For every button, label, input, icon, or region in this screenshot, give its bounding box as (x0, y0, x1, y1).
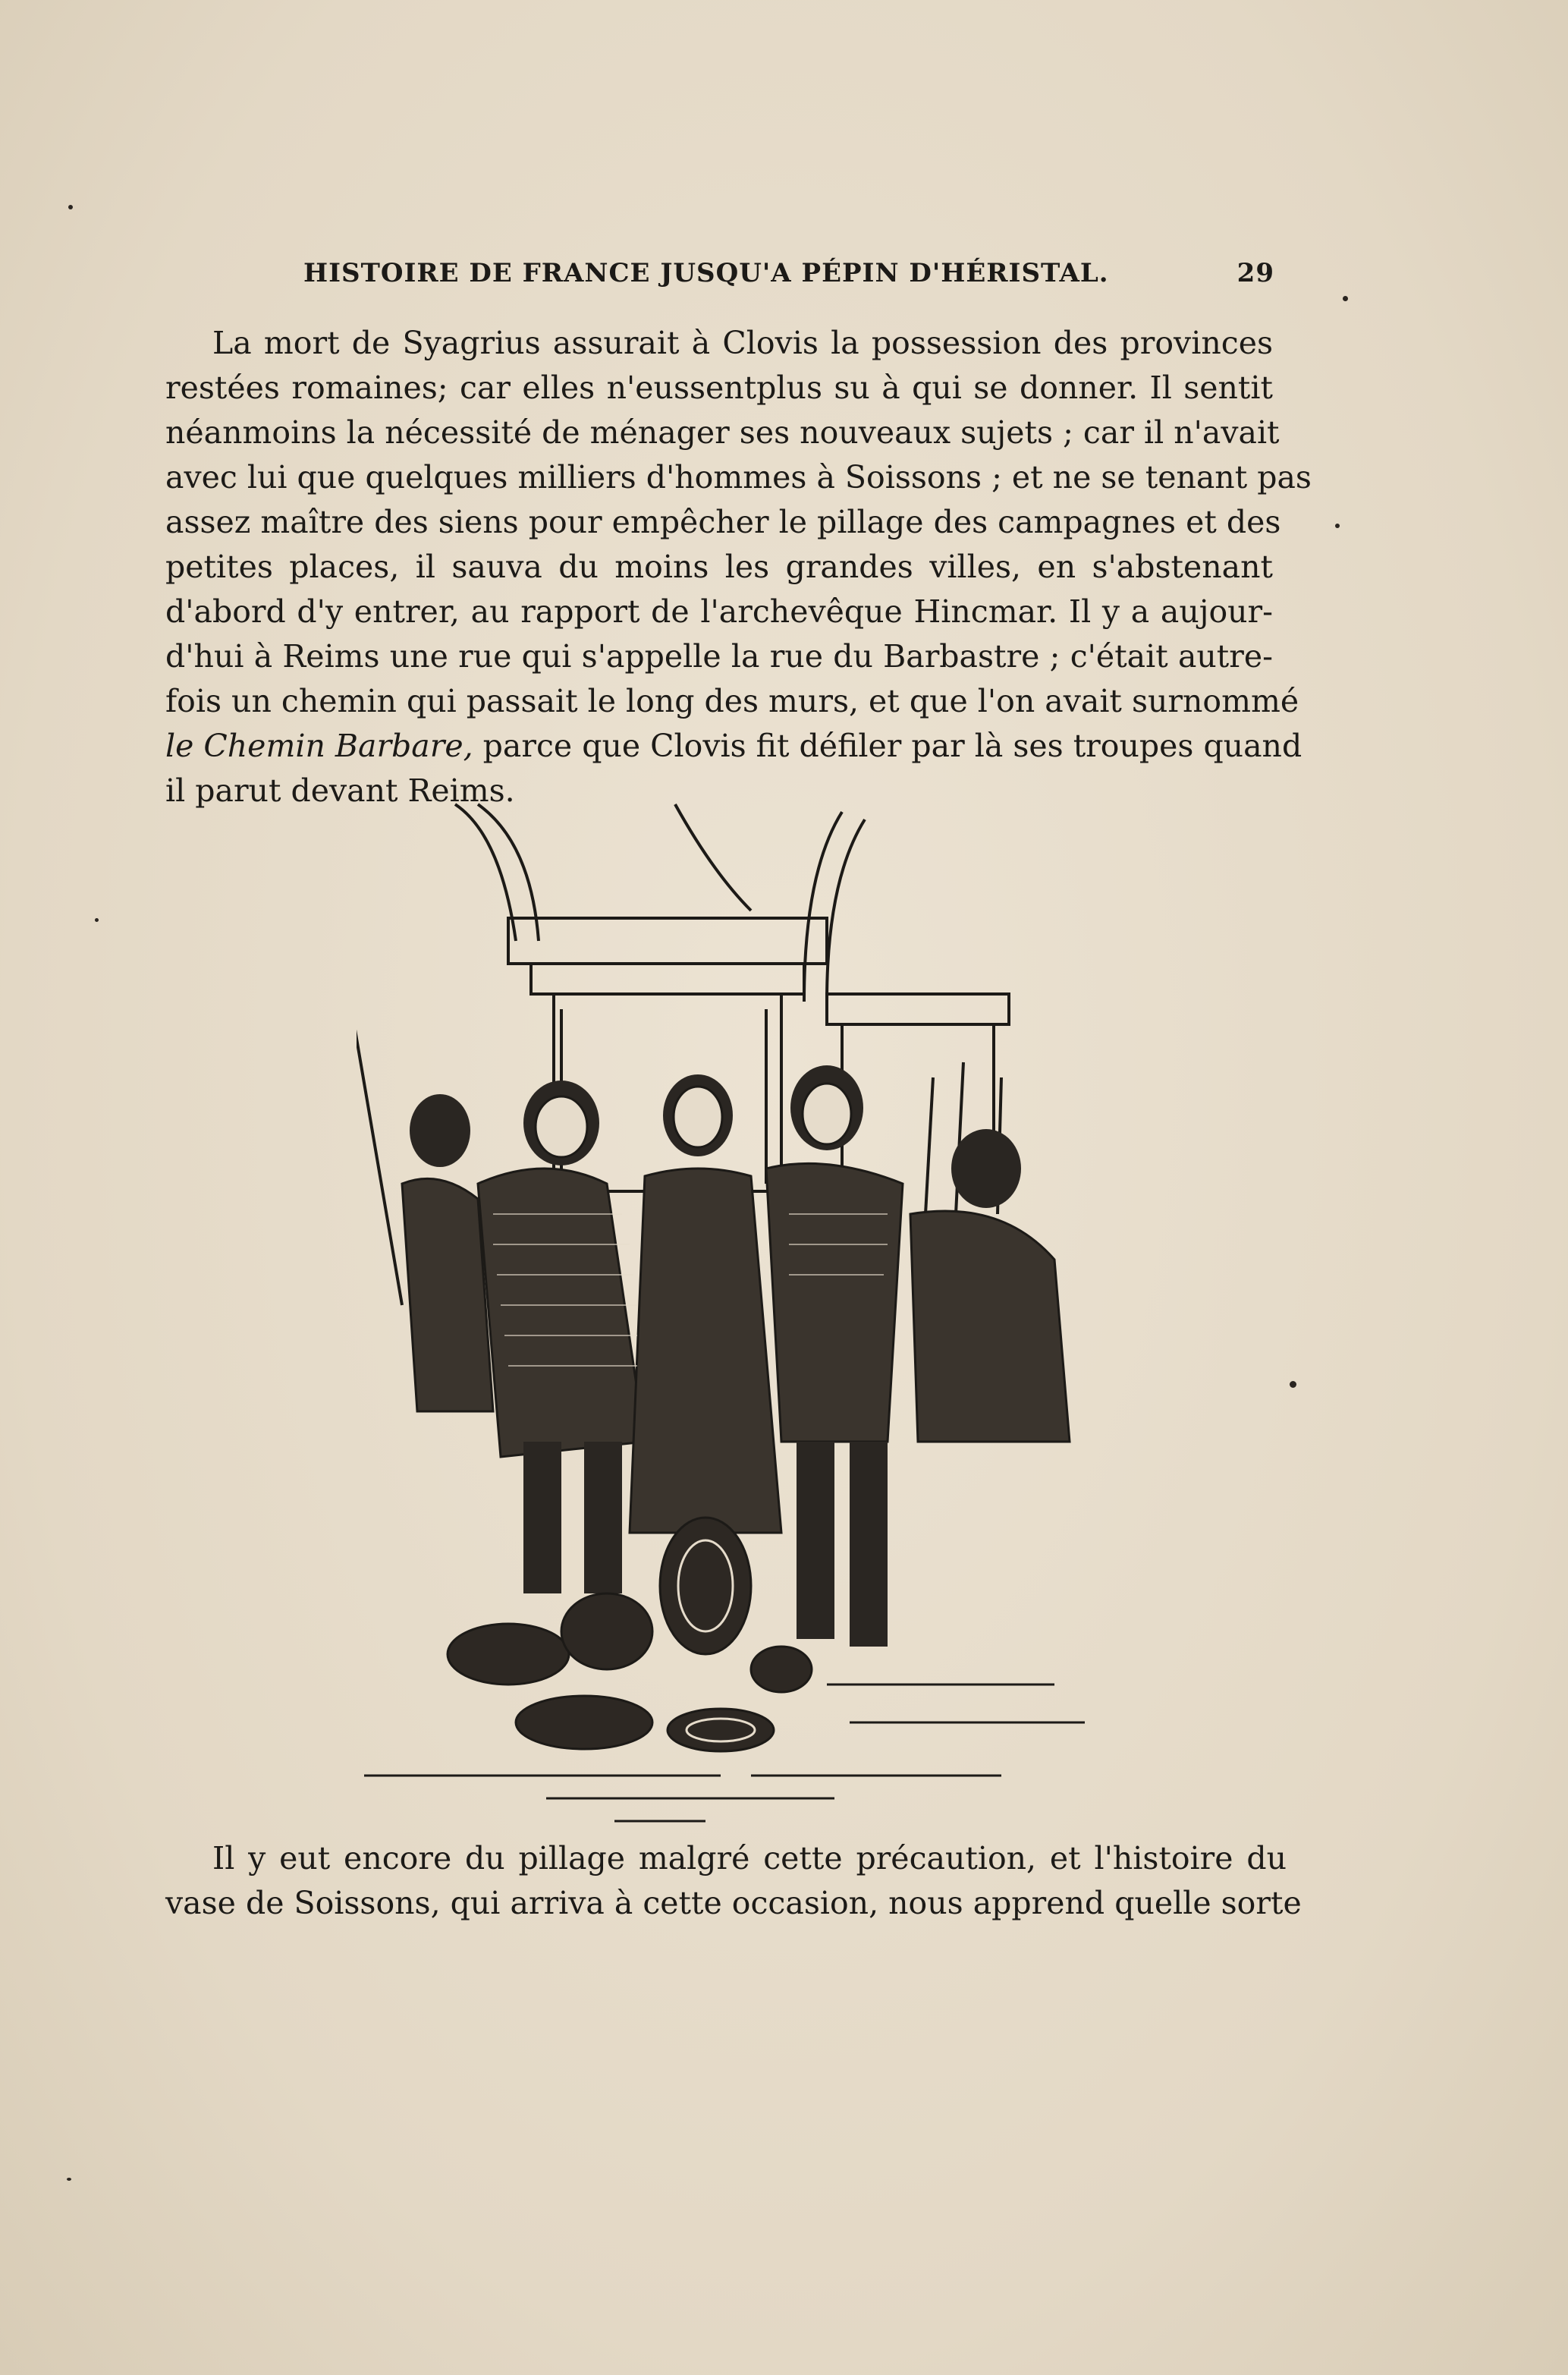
running-head (303, 258, 1274, 296)
text-line: assez maître des siens pour empêcher le pillage des campagnes et des (165, 504, 1281, 540)
paper-speck (67, 2178, 71, 2181)
paragraph-2 (165, 1836, 1302, 1926)
text-line: Il y eut encore du pillage malgré cette précaution, et l'histoire du (212, 1840, 1287, 1876)
text-line: restées romaines; car elles n'eussentplus su à qui se donner. Il sentit (165, 370, 1273, 406)
text-line: fois un chemin qui passait le long des murs, et que l'on avait surnommé (165, 683, 1299, 719)
paper-speck (1290, 1381, 1296, 1388)
text-line: avec lui que quelques milliers d'hommes à Soissons ; et ne se tenant pas (165, 459, 1312, 495)
text-line: d'hui à Reims une rue qui s'appelle la rue du Barbastre ; c'était autre- (165, 638, 1273, 675)
text-line: petites places, il sauva du moins les grandes villes, en s'abstenant (165, 549, 1273, 585)
paper-speck (95, 918, 99, 922)
text-line: vase de Soissons, qui arriva à cette occasion, nous apprend quelle sorte (165, 1885, 1302, 1921)
paper-speck (68, 205, 73, 209)
text-line: La mort de Syagrius assurait à Clovis la possession des provinces (212, 325, 1273, 361)
paper-speck (1335, 524, 1340, 528)
page-number: 29 (1236, 258, 1274, 288)
text-line: d'abord d'y entrer, au rapport de l'archevêque Hincmar. Il y a aujour- (165, 593, 1273, 630)
paragraph-1 (165, 321, 1312, 813)
text-line: le Chemin Barbare, parce que Clovis fit défiler par là ses troupes quand (165, 728, 1302, 764)
text-line: il parut devant Reims. (165, 772, 515, 809)
running-title: HISTOIRE DE FRANCE JUSQU'A PÉPIN D'HÉRISTAL. (303, 258, 1109, 288)
italic-street-name: le Chemin Barbare, (165, 728, 473, 764)
engraving-illustration (357, 789, 1115, 1836)
text-line: néanmoins la nécessité de ménager ses nouveaux sujets ; car il n'avait (165, 414, 1280, 451)
paper-speck (1343, 296, 1348, 301)
engraving-vase-of-soissons-icon (357, 789, 1115, 1836)
